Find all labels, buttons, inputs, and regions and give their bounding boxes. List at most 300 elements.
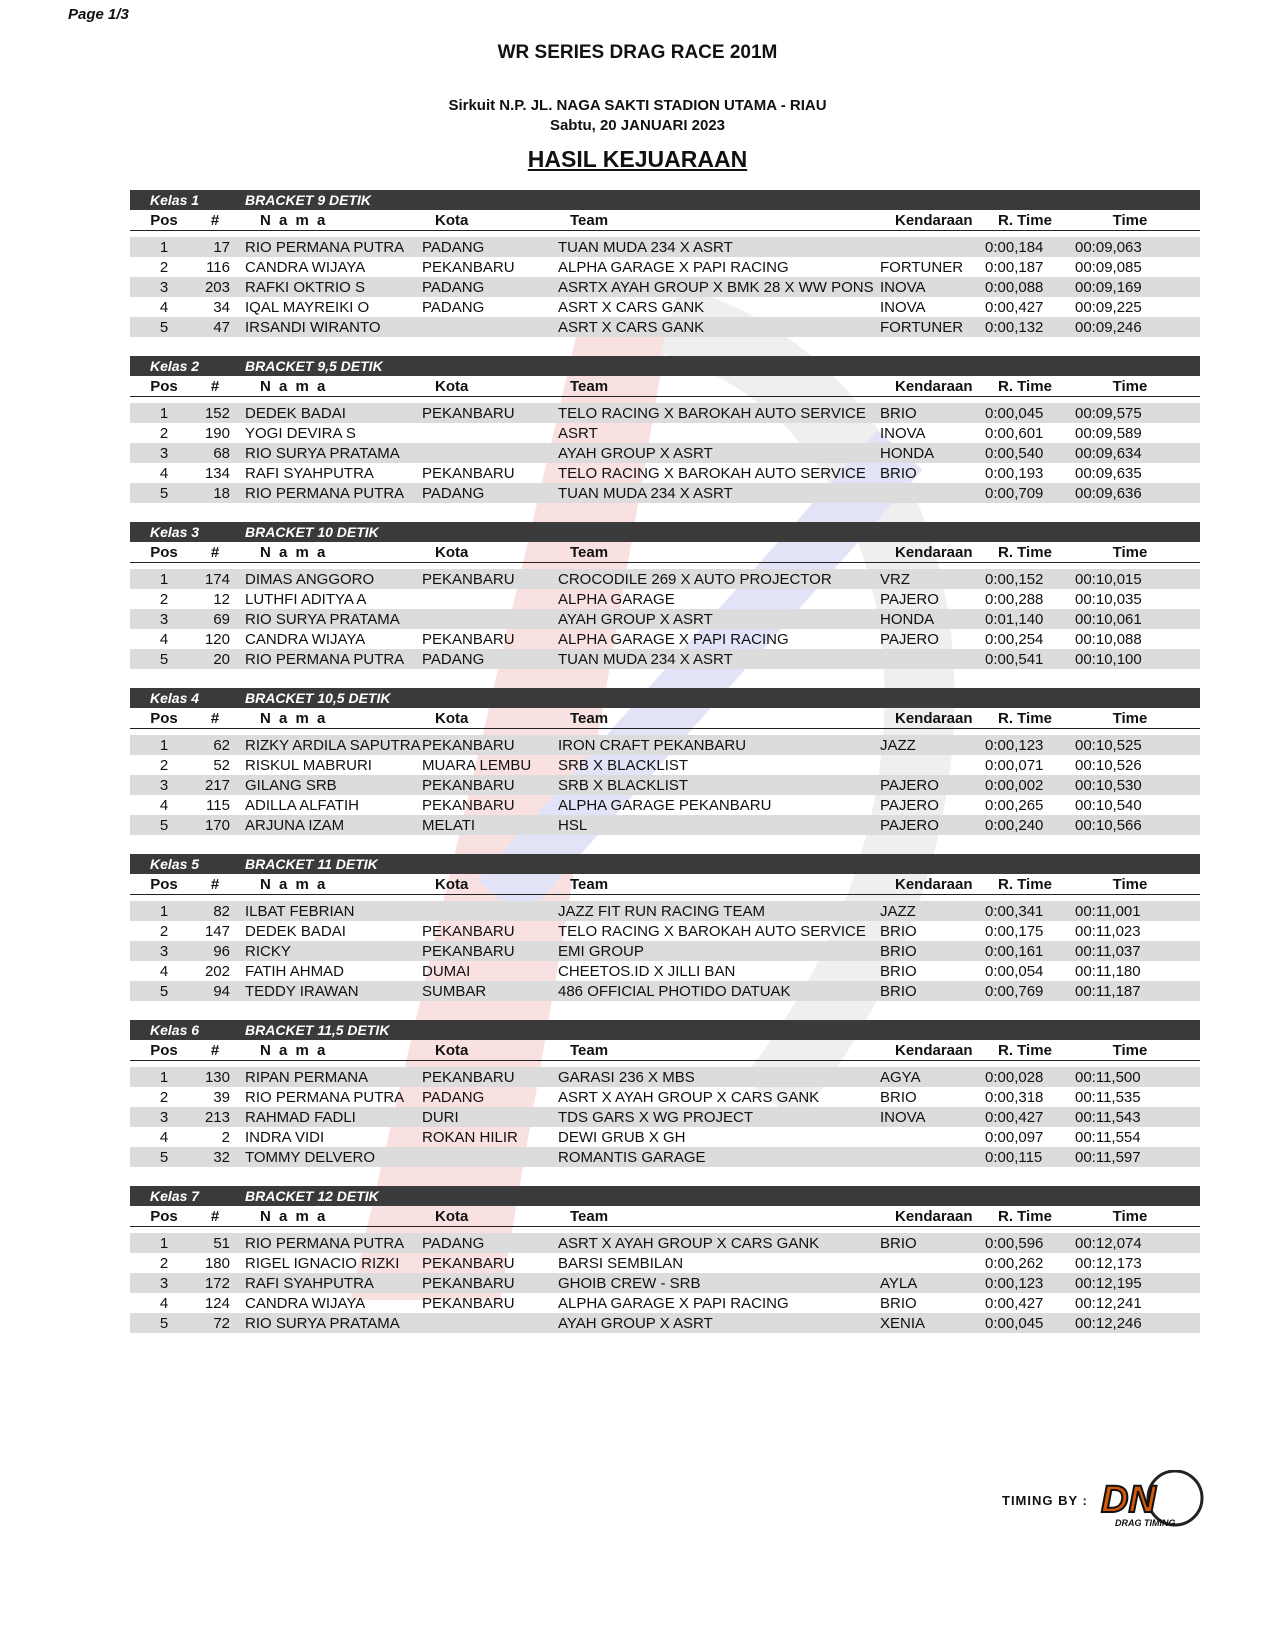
cell-kendaraan: HONDA [880,445,935,462]
cell-team: CROCODILE 269 X AUTO PROJECTOR [558,571,832,588]
cell-time: 00:12,241 [1075,1295,1142,1312]
cell-pos: 5 [159,1315,169,1332]
cell-rtime: 0:00,601 [985,425,1044,442]
cell-pos: 4 [159,963,169,980]
cell-nama: DEDEK BADAI [245,405,346,422]
cell-nama: YOGI DEVIRA S [245,425,356,442]
column-header-pos: Pos [150,1042,178,1059]
cell-time: 00:09,635 [1075,465,1142,482]
result-row [130,569,1200,589]
column-header-time: Time [1112,1042,1148,1059]
column-header-row [130,1040,1200,1061]
dn-timing-logo [1095,1470,1210,1530]
cell-num: 39 [213,1089,230,1106]
cell-num: 124 [204,1295,230,1312]
cell-pos: 3 [159,1109,169,1126]
svg-text:DRAG TIMING: DRAG TIMING [1115,1518,1176,1528]
column-header-kendaraan: Kendaraan [895,212,973,229]
cell-nama: RAFI SYAHPUTRA [245,1275,374,1292]
cell-kendaraan: XENIA [880,1315,926,1332]
cell-time: 00:10,035 [1075,591,1142,608]
cell-team: ASRT [558,425,598,442]
cell-kota: PEKANBARU [422,1295,515,1312]
cell-team: ALPHA GARAGE X PAPI RACING [558,259,789,276]
cell-team: ASRT X CARS GANK [558,299,705,316]
cell-team: AYAH GROUP X ASRT [558,445,713,462]
bracket-name: BRACKET 10 DETIK [245,524,379,540]
cell-time: 00:09,575 [1075,405,1142,422]
cell-kendaraan: FORTUNER [880,259,964,276]
result-row [130,609,1200,629]
cell-team: SRB X BLACKLIST [558,777,689,794]
cell-nama: DIMAS ANGGORO [245,571,375,588]
column-header-nama: N a m a [260,1042,328,1059]
cell-num: 62 [213,737,230,754]
document-title: WR SERIES DRAG RACE 201M [497,42,778,63]
cell-kota: PEKANBARU [422,405,515,422]
column-header-nama: N a m a [260,212,328,229]
result-row [130,483,1200,503]
column-header-time: Time [1112,1208,1148,1225]
cell-kendaraan: BRIO [880,963,917,980]
cell-rtime: 0:00,115 [985,1149,1043,1166]
cell-nama: RIO PERMANA PUTRA [245,239,405,256]
cell-time: 00:11,023 [1075,923,1141,940]
cell-kota: PEKANBARU [422,1275,515,1292]
cell-time: 00:09,085 [1075,259,1142,276]
result-row [130,277,1200,297]
column-header-kota: Kota [435,544,469,561]
cell-num: 152 [204,405,230,422]
result-row [130,403,1200,423]
cell-team: ALPHA GARAGE X PAPI RACING [558,1295,789,1312]
cell-team: EMI GROUP [558,943,644,960]
cell-kendaraan: INOVA [880,1109,926,1126]
cell-rtime: 0:01,140 [985,611,1044,628]
cell-kendaraan: PAJERO [880,797,939,814]
cell-num: 20 [213,651,230,668]
cell-kota: PEKANBARU [422,777,515,794]
result-row [130,589,1200,609]
cell-pos: 5 [159,319,169,336]
cell-time: 00:11,037 [1075,943,1141,960]
column-header-rtime: R. Time [998,876,1052,893]
result-row [130,423,1200,443]
cell-rtime: 0:00,541 [985,651,1044,668]
cell-rtime: 0:00,254 [985,631,1044,648]
cell-team: DEWI GRUB X GH [558,1129,686,1146]
column-header-row [130,874,1200,895]
cell-nama: INDRA VIDI [245,1129,325,1146]
cell-rtime: 0:00,045 [985,405,1044,422]
cell-num: 202 [204,963,230,980]
result-row [130,795,1200,815]
cell-pos: 2 [159,1255,169,1272]
result-row [130,463,1200,483]
cell-nama: IQAL MAYREIKI O [245,299,370,316]
cell-rtime: 0:00,341 [985,903,1044,920]
column-header-rtime: R. Time [998,212,1052,229]
cell-kota: PADANG [422,1235,485,1252]
cell-pos: 2 [159,923,169,940]
column-header-rtime: R. Time [998,1042,1052,1059]
column-header-num: # [210,1042,220,1059]
cell-rtime: 0:00,054 [985,963,1044,980]
cell-rtime: 0:00,288 [985,591,1044,608]
cell-nama: CANDRA WIJAYA [245,1295,366,1312]
cell-rtime: 0:00,769 [985,983,1044,1000]
cell-time: 00:11,187 [1075,983,1141,1000]
cell-kendaraan: PAJERO [880,817,939,834]
cell-time: 00:10,526 [1075,757,1142,774]
cell-num: 172 [204,1275,230,1292]
cell-time: 00:12,173 [1075,1255,1142,1272]
cell-rtime: 0:00,240 [985,817,1044,834]
cell-rtime: 0:00,709 [985,485,1044,502]
cell-nama: DEDEK BADAI [245,923,346,940]
cell-kota: MELATI [422,817,476,834]
column-header-row [130,542,1200,563]
result-row [130,1313,1200,1333]
column-header-pos: Pos [150,378,178,395]
cell-nama: RIO PERMANA PUTRA [245,1089,405,1106]
cell-time: 00:09,063 [1075,239,1142,256]
cell-time: 00:11,500 [1075,1069,1141,1086]
cell-kendaraan: BRIO [880,983,917,1000]
cell-pos: 1 [159,239,169,256]
cell-kendaraan: JAZZ [880,737,916,754]
result-row [130,1107,1200,1127]
class-number: Kelas 6 [150,1022,200,1038]
cell-time: 00:11,597 [1075,1149,1141,1166]
cell-team: TELO RACING X BAROKAH AUTO SERVICE [558,923,866,940]
cell-pos: 1 [159,405,169,422]
cell-kota: PEKANBARU [422,259,515,276]
column-header-team: Team [570,1208,609,1225]
cell-num: 69 [213,611,230,628]
column-header-row [130,708,1200,729]
cell-time: 00:09,636 [1075,485,1142,502]
column-header-nama: N a m a [260,378,328,395]
cell-pos: 3 [159,943,169,960]
result-row [130,237,1200,257]
class-block [130,356,1200,503]
column-header-num: # [210,544,220,561]
cell-kota: DUMAI [422,963,471,980]
cell-time: 00:10,530 [1075,777,1142,794]
cell-pos: 4 [159,631,169,648]
cell-kota: PEKANBARU [422,571,515,588]
class-header-bar [130,1186,1200,1206]
cell-nama: RAFKI OKTRIO S [245,279,366,296]
cell-team: ALPHA GARAGE X PAPI RACING [558,631,789,648]
cell-num: 180 [204,1255,230,1272]
class-header-bar [130,522,1200,542]
cell-num: 52 [213,757,230,774]
cell-nama: IRSANDI WIRANTO [245,319,381,336]
cell-rtime: 0:00,045 [985,1315,1044,1332]
cell-kota: ROKAN HILIR [422,1129,518,1146]
result-row [130,981,1200,1001]
class-header-bar [130,190,1200,210]
class-number: Kelas 1 [150,192,200,208]
cell-time: 00:09,246 [1075,319,1142,336]
cell-team: 486 OFFICIAL PHOTIDO DATUAK [558,983,791,1000]
cell-team: GARASI 236 X MBS [558,1069,695,1086]
result-row [130,815,1200,835]
cell-pos: 4 [159,1129,169,1146]
cell-nama: RAHMAD FADLI [245,1109,356,1126]
cell-rtime: 0:00,028 [985,1069,1044,1086]
column-header-kendaraan: Kendaraan [895,1208,973,1225]
column-header-kendaraan: Kendaraan [895,876,973,893]
cell-kendaraan: PAJERO [880,777,939,794]
cell-team: AYAH GROUP X ASRT [558,611,713,628]
cell-rtime: 0:00,161 [985,943,1044,960]
cell-rtime: 0:00,123 [985,1275,1044,1292]
cell-nama: FATIH AHMAD [245,963,344,980]
class-block [130,1020,1200,1167]
cell-num: 190 [204,425,230,442]
cell-kendaraan: BRIO [880,923,917,940]
column-header-rtime: R. Time [998,544,1052,561]
bracket-name: BRACKET 10,5 DETIK [245,690,391,706]
cell-nama: RIO PERMANA PUTRA [245,485,405,502]
cell-rtime: 0:00,427 [985,1109,1044,1126]
result-row [130,1127,1200,1147]
cell-team: SRB X BLACKLIST [558,757,689,774]
cell-kendaraan: AYLA [880,1275,918,1292]
cell-time: 00:11,543 [1075,1109,1141,1126]
cell-rtime: 0:00,123 [985,737,1044,754]
cell-kota: PADANG [422,651,485,668]
cell-team: IRON CRAFT PEKANBARU [558,737,747,754]
cell-num: 147 [204,923,230,940]
cell-num: 130 [204,1069,230,1086]
result-row [130,1067,1200,1087]
cell-nama: RIO PERMANA PUTRA [245,651,405,668]
cell-num: 51 [213,1235,230,1252]
cell-kendaraan: JAZZ [880,903,916,920]
cell-time: 00:09,169 [1075,279,1142,296]
bracket-name: BRACKET 9,5 DETIK [245,358,383,374]
cell-time: 00:10,100 [1075,651,1142,668]
cell-pos: 2 [159,259,169,276]
column-header-row [130,376,1200,397]
cell-kendaraan: BRIO [880,943,917,960]
cell-num: 72 [213,1315,230,1332]
cell-pos: 1 [159,571,169,588]
cell-time: 00:10,540 [1075,797,1142,814]
cell-nama: CANDRA WIJAYA [245,259,366,276]
result-row [130,1087,1200,1107]
column-header-pos: Pos [150,710,178,727]
cell-num: 115 [206,797,230,814]
cell-nama: ILBAT FEBRIAN [245,903,355,920]
cell-team: TUAN MUDA 234 X ASRT [558,651,733,668]
cell-team: CHEETOS.ID X JILLI BAN [558,963,736,980]
cell-time: 00:11,001 [1075,903,1141,920]
cell-kota: DURI [422,1109,459,1126]
cell-kota: PADANG [422,299,485,316]
cell-team: ASRTX AYAH GROUP X BMK 28 X WW PONS [558,279,874,296]
cell-kendaraan: VRZ [880,571,910,588]
cell-kendaraan: BRIO [880,1295,917,1312]
cell-pos: 5 [159,817,169,834]
cell-time: 00:12,195 [1075,1275,1142,1292]
class-number: Kelas 4 [150,690,200,706]
cell-num: 32 [213,1149,230,1166]
cell-time: 00:12,074 [1075,1235,1142,1252]
class-header-bar [130,688,1200,708]
result-row [130,755,1200,775]
column-header-kota: Kota [435,378,469,395]
cell-pos: 4 [159,797,169,814]
cell-pos: 2 [159,425,169,442]
column-header-pos: Pos [150,876,178,893]
cell-kota: PEKANBARU [422,631,515,648]
cell-pos: 1 [159,903,169,920]
column-header-kendaraan: Kendaraan [895,544,973,561]
cell-nama: RIO SURYA PRATAMA [245,611,400,628]
cell-rtime: 0:00,187 [985,259,1044,276]
cell-team: ROMANTIS GARAGE [558,1149,706,1166]
cell-pos: 4 [159,1295,169,1312]
results-tables [130,190,1200,1352]
cell-time: 00:11,180 [1075,963,1141,980]
cell-kota: PEKANBARU [422,1069,515,1086]
class-block [130,190,1200,337]
cell-kota: PADANG [422,485,485,502]
cell-time: 00:09,589 [1075,425,1142,442]
result-row [130,443,1200,463]
cell-num: 17 [213,239,230,256]
column-header-kendaraan: Kendaraan [895,710,973,727]
cell-kendaraan: HONDA [880,611,935,628]
result-row [130,317,1200,337]
cell-team: ASRT X AYAH GROUP X CARS GANK [558,1235,820,1252]
cell-pos: 5 [159,485,169,502]
cell-nama: RIO SURYA PRATAMA [245,1315,400,1332]
cell-pos: 2 [159,1089,169,1106]
cell-kendaraan: INOVA [880,425,926,442]
cell-rtime: 0:00,265 [985,797,1044,814]
cell-pos: 3 [159,279,169,296]
cell-kota: PEKANBARU [422,1255,515,1272]
cell-time: 00:10,525 [1075,737,1142,754]
cell-pos: 3 [159,445,169,462]
cell-pos: 2 [159,591,169,608]
results-heading-text: HASIL KEJUARAAN [527,146,748,172]
cell-time: 00:10,015 [1075,571,1142,588]
bracket-name: BRACKET 11 DETIK [245,856,378,872]
cell-time: 00:09,634 [1075,445,1142,462]
cell-kendaraan: INOVA [880,279,926,296]
column-header-team: Team [570,876,609,893]
class-number: Kelas 2 [150,358,200,374]
cell-team: ALPHA GARAGE [558,591,675,608]
cell-nama: CANDRA WIJAYA [245,631,366,648]
cell-rtime: 0:00,132 [985,319,1044,336]
cell-time: 00:09,225 [1075,299,1142,316]
column-header-kendaraan: Kendaraan [895,378,973,395]
cell-nama: RIGEL IGNACIO RIZKI [245,1255,400,1272]
column-header-kota: Kota [435,710,469,727]
column-header-pos: Pos [150,212,178,229]
result-row [130,1253,1200,1273]
cell-pos: 3 [159,777,169,794]
cell-nama: RIZKY ARDILA SAPUTRA [245,737,421,754]
column-header-row [130,210,1200,231]
column-header-num: # [210,1208,220,1225]
cell-team: TELO RACING X BAROKAH AUTO SERVICE [558,465,866,482]
result-row [130,775,1200,795]
cell-num: 170 [204,817,230,834]
column-header-num: # [210,876,220,893]
cell-num: 68 [213,445,230,462]
cell-rtime: 0:00,175 [985,923,1044,940]
cell-kendaraan: BRIO [880,1089,917,1106]
cell-kota: PADANG [422,1089,485,1106]
cell-nama: RISKUL MABRURI [245,757,372,774]
column-header-team: Team [570,544,609,561]
cell-pos: 1 [159,1235,169,1252]
column-header-nama: N a m a [260,876,328,893]
cell-team: TUAN MUDA 234 X ASRT [558,239,733,256]
cell-kendaraan: INOVA [880,299,926,316]
cell-num: 94 [213,983,230,1000]
cell-team: AYAH GROUP X ASRT [558,1315,713,1332]
cell-team: HSL [558,817,588,834]
cell-kendaraan: BRIO [880,465,917,482]
cell-time: 00:11,554 [1075,1129,1141,1146]
result-row [130,921,1200,941]
column-header-nama: N a m a [260,710,328,727]
column-header-rtime: R. Time [998,378,1052,395]
result-row [130,1147,1200,1167]
cell-num: 203 [204,279,230,296]
cell-pos: 3 [159,1275,169,1292]
cell-pos: 3 [159,611,169,628]
cell-nama: ARJUNA IZAM [245,817,345,834]
cell-rtime: 0:00,002 [985,777,1044,794]
column-header-team: Team [570,212,609,229]
cell-rtime: 0:00,193 [985,465,1044,482]
result-row [130,941,1200,961]
cell-num: 34 [213,299,230,316]
column-header-time: Time [1112,710,1148,727]
cell-num: 174 [204,571,230,588]
bracket-name: BRACKET 12 DETIK [245,1188,379,1204]
class-number: Kelas 5 [150,856,200,872]
class-header-bar [130,854,1200,874]
class-header-bar [130,1020,1200,1040]
cell-pos: 4 [159,465,169,482]
cell-num: 134 [204,465,230,482]
result-row [130,961,1200,981]
column-header-nama: N a m a [260,1208,328,1225]
column-header-time: Time [1112,544,1148,561]
cell-team: BARSI SEMBILAN [558,1255,684,1272]
cell-rtime: 0:00,071 [985,757,1044,774]
cell-team: TUAN MUDA 234 X ASRT [558,485,733,502]
cell-kota: PEKANBARU [422,737,515,754]
cell-rtime: 0:00,427 [985,1295,1044,1312]
cell-rtime: 0:00,318 [985,1089,1044,1106]
result-row [130,1293,1200,1313]
cell-num: 12 [213,591,230,608]
venue: Sirkuit N.P. JL. NAGA SAKTI STADION UTAMA - RIAU [448,97,827,114]
